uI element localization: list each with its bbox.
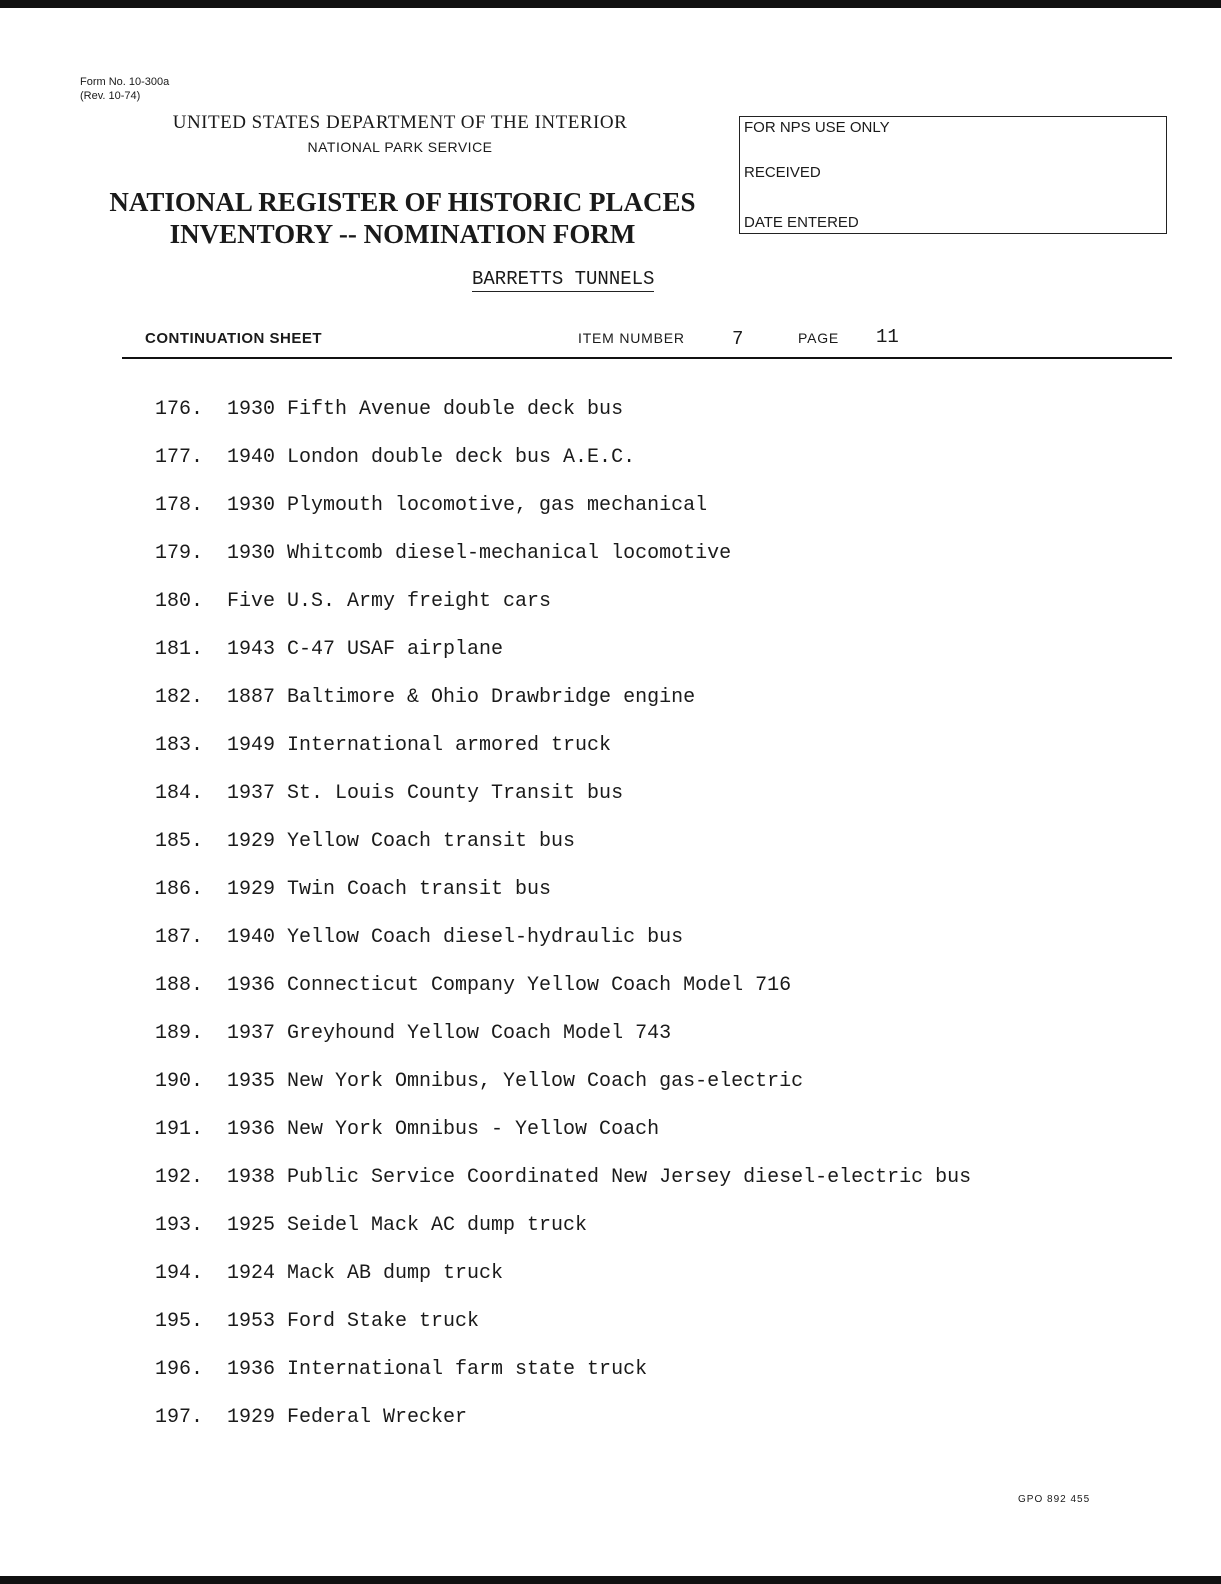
list-item-text: 1930 Whitcomb diesel-mechanical locomotive [227, 542, 732, 565]
list-item [0, 830, 1221, 860]
list-item-text: 1943 C-47 USAF airplane [227, 638, 504, 661]
list-item [0, 494, 1221, 524]
list-item-number: 187. [155, 926, 204, 949]
list-item [0, 974, 1221, 1004]
list-item [0, 1070, 1221, 1100]
list-item-text: 1936 New York Omnibus - Yellow Coach [227, 1118, 660, 1141]
list-item-text: 1887 Baltimore & Ohio Drawbridge engine [227, 686, 696, 709]
list-item-text: 1924 Mack AB dump truck [227, 1262, 504, 1285]
list-item-number: 196. [155, 1358, 204, 1381]
list-item-number: 181. [155, 638, 204, 661]
list-item [0, 878, 1221, 908]
form-title-line2: INVENTORY -- NOMINATION FORM [169, 219, 636, 249]
list-item-number: 193. [155, 1214, 204, 1237]
list-item-text: 1929 Federal Wrecker [227, 1406, 468, 1429]
form-title [80, 186, 725, 250]
list-item-number: 186. [155, 878, 204, 901]
list-item-text: Five U.S. Army freight cars [227, 590, 552, 613]
item-number-value: 7 [732, 328, 744, 350]
list-item-number: 194. [155, 1262, 204, 1285]
nps-use-only-box [739, 116, 1167, 234]
list-item [0, 1022, 1221, 1052]
list-item-text: 1940 London double deck bus A.E.C. [227, 446, 636, 469]
list-item [0, 1358, 1221, 1388]
list-item [0, 686, 1221, 716]
list-item-number: 184. [155, 782, 204, 805]
item-number-label: ITEM NUMBER [578, 330, 685, 346]
list-item [0, 1118, 1221, 1148]
gpo-code: GPO 892 455 [1018, 1494, 1091, 1505]
list-item-text: 1949 International armored truck [227, 734, 612, 757]
list-item-text: 1929 Yellow Coach transit bus [227, 830, 576, 853]
list-item-text: 1953 Ford Stake truck [227, 1310, 480, 1333]
list-item-number: 178. [155, 494, 204, 517]
list-item-text: 1938 Public Service Coordinated New Jersey diesel-electric bus [227, 1166, 972, 1189]
list-item-text: 1930 Plymouth locomotive, gas mechanical [227, 494, 708, 517]
nps-box-heading: FOR NPS USE ONLY [744, 119, 890, 136]
list-item-number: 185. [155, 830, 204, 853]
agency-heading: NATIONAL PARK SERVICE [307, 139, 493, 155]
list-item-number: 180. [155, 590, 204, 613]
list-item-text: 1936 Connecticut Company Yellow Coach Model 716 [227, 974, 792, 997]
list-item-text: 1935 New York Omnibus, Yellow Coach gas-electric [227, 1070, 804, 1093]
form-number [80, 75, 169, 103]
scan-top-border [0, 0, 1221, 8]
list-item [0, 1406, 1221, 1436]
list-item [0, 926, 1221, 956]
list-item-number: 182. [155, 686, 204, 709]
list-item-number: 176. [155, 398, 204, 421]
list-item-text: 1937 St. Louis County Transit bus [227, 782, 624, 805]
continuation-row [0, 326, 1221, 354]
page-label: PAGE [798, 330, 840, 346]
list-item [0, 1166, 1221, 1196]
continuation-sheet-label: CONTINUATION SHEET [145, 330, 323, 347]
list-item-number: 177. [155, 446, 204, 469]
date-entered-field: DATE ENTERED [744, 214, 859, 231]
header-divider [122, 357, 1172, 359]
property-name: BARRETTS TUNNELS [472, 268, 655, 290]
list-item-text: 1925 Seidel Mack AC dump truck [227, 1214, 588, 1237]
list-item-number: 191. [155, 1118, 204, 1141]
list-item-number: 183. [155, 734, 204, 757]
list-item [0, 782, 1221, 812]
form-title-line1: NATIONAL REGISTER OF HISTORIC PLACES [109, 187, 696, 217]
form-no-line: Form No. 10-300a [80, 76, 170, 88]
list-item-number: 188. [155, 974, 204, 997]
list-item-number: 195. [155, 1310, 204, 1333]
list-item-text: 1930 Fifth Avenue double deck bus [227, 398, 624, 421]
list-item [0, 446, 1221, 476]
list-item-text: 1929 Twin Coach transit bus [227, 878, 552, 901]
list-item [0, 1214, 1221, 1244]
list-item-text: 1940 Yellow Coach diesel-hydraulic bus [227, 926, 684, 949]
list-item [0, 590, 1221, 620]
list-item-number: 197. [155, 1406, 204, 1429]
list-item-number: 189. [155, 1022, 204, 1045]
page-number-value: 11 [876, 326, 899, 348]
list-item-number: 190. [155, 1070, 204, 1093]
list-item [0, 638, 1221, 668]
list-item [0, 1262, 1221, 1292]
department-heading: UNITED STATES DEPARTMENT OF THE INTERIOR [172, 112, 628, 133]
list-item [0, 734, 1221, 764]
list-item-number: 192. [155, 1166, 204, 1189]
scan-bottom-border [0, 1576, 1221, 1584]
list-item [0, 542, 1221, 572]
form-rev-line: (Rev. 10-74) [80, 90, 141, 102]
list-item-text: 1936 International farm state truck [227, 1358, 648, 1381]
list-item-number: 179. [155, 542, 204, 565]
list-item [0, 1310, 1221, 1340]
list-item [0, 398, 1221, 428]
list-item-text: 1937 Greyhound Yellow Coach Model 743 [227, 1022, 672, 1045]
received-field: RECEIVED [744, 164, 821, 181]
